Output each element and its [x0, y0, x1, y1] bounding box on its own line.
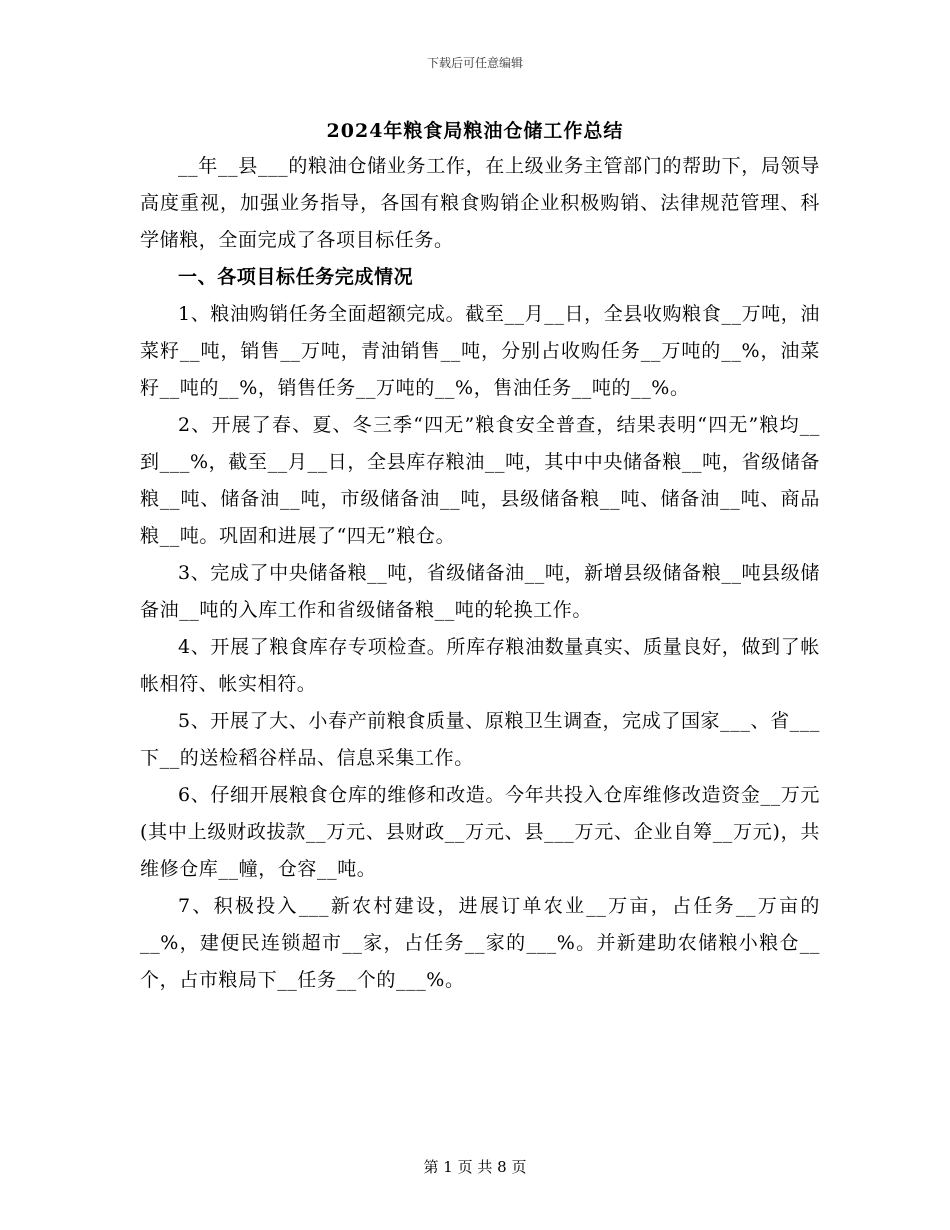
list-item-1: 1、粮油购销任务全面超额完成。截至__月__日，全县收购粮食__万吨，油菜籽__吨，销售__万吨，青油销售__吨，分别占收购任务__万吨的__%，油菜籽__吨的__%，销售任务__万吨的__%，售油任务__吨的__%。 [140, 303, 820, 399]
list-item-4: 4、开展了粮食库存专项检查。所库存粮油数量真实、质量良好，做到了帐帐相符、帐实相符。 [140, 636, 820, 695]
list-item-5: 5、开展了大、小春产前粮食质量、原粮卫生调查，完成了国家___、省___下__的送检稻谷样品、信息采集工作。 [140, 710, 820, 769]
list-item-6: 6、仔细开展粮食仓库的维修和改造。今年共投入仓库维修改造资金__万元(其中上级财政拔款__万元、县财政__万元、县___万元、企业自筹__万元)，共维修仓库__幢，仓容__吨。 [140, 784, 820, 880]
document-title: 2024年粮食局粮油仓储工作总结 [326, 120, 624, 142]
section-heading: 一、各项目标任务完成情况 [178, 266, 414, 288]
list-item-2: 2、开展了春、夏、冬三季“四无”粮食安全普查，结果表明“四无”粮均__到___%，截至__月__日，全县库存粮油__吨，其中中央储备粮__吨，省级储备粮__吨、储备油__吨，市级储备油__吨，县级储备粮__吨、储备油__吨、商品粮__吨。巩固和进展了“四无”粮仓。 [140, 414, 820, 547]
list-item-3: 3、完成了中央储备粮__吨，省级储备油__吨，新增县级储备粮__吨县级储备油__吨的入库工作和省级储备粮__吨的轮换工作。 [140, 562, 820, 621]
header-note: 下载后可任意编辑 [426, 56, 523, 70]
page-footer: 第 1 页 共 8 页 [423, 1158, 527, 1176]
intro-paragraph: __年__县___的粮油仓储业务工作，在上级业务主管部门的帮助下，局领导高度重视，加强业务指导，各国有粮食购销企业积极购销、法律规范管理、科学储粮，全面完成了各项目标任务。 [140, 155, 820, 251]
list-item-7: 7、积极投入___新农村建设，进展订单农业__万亩，占任务__万亩的__%，建便民连锁超市__家，占任务__家的___%。并新建助农储粮小粮仓__个，占市粮局下__任务__个的___%。 [140, 895, 820, 991]
document-body [140, 148, 820, 999]
